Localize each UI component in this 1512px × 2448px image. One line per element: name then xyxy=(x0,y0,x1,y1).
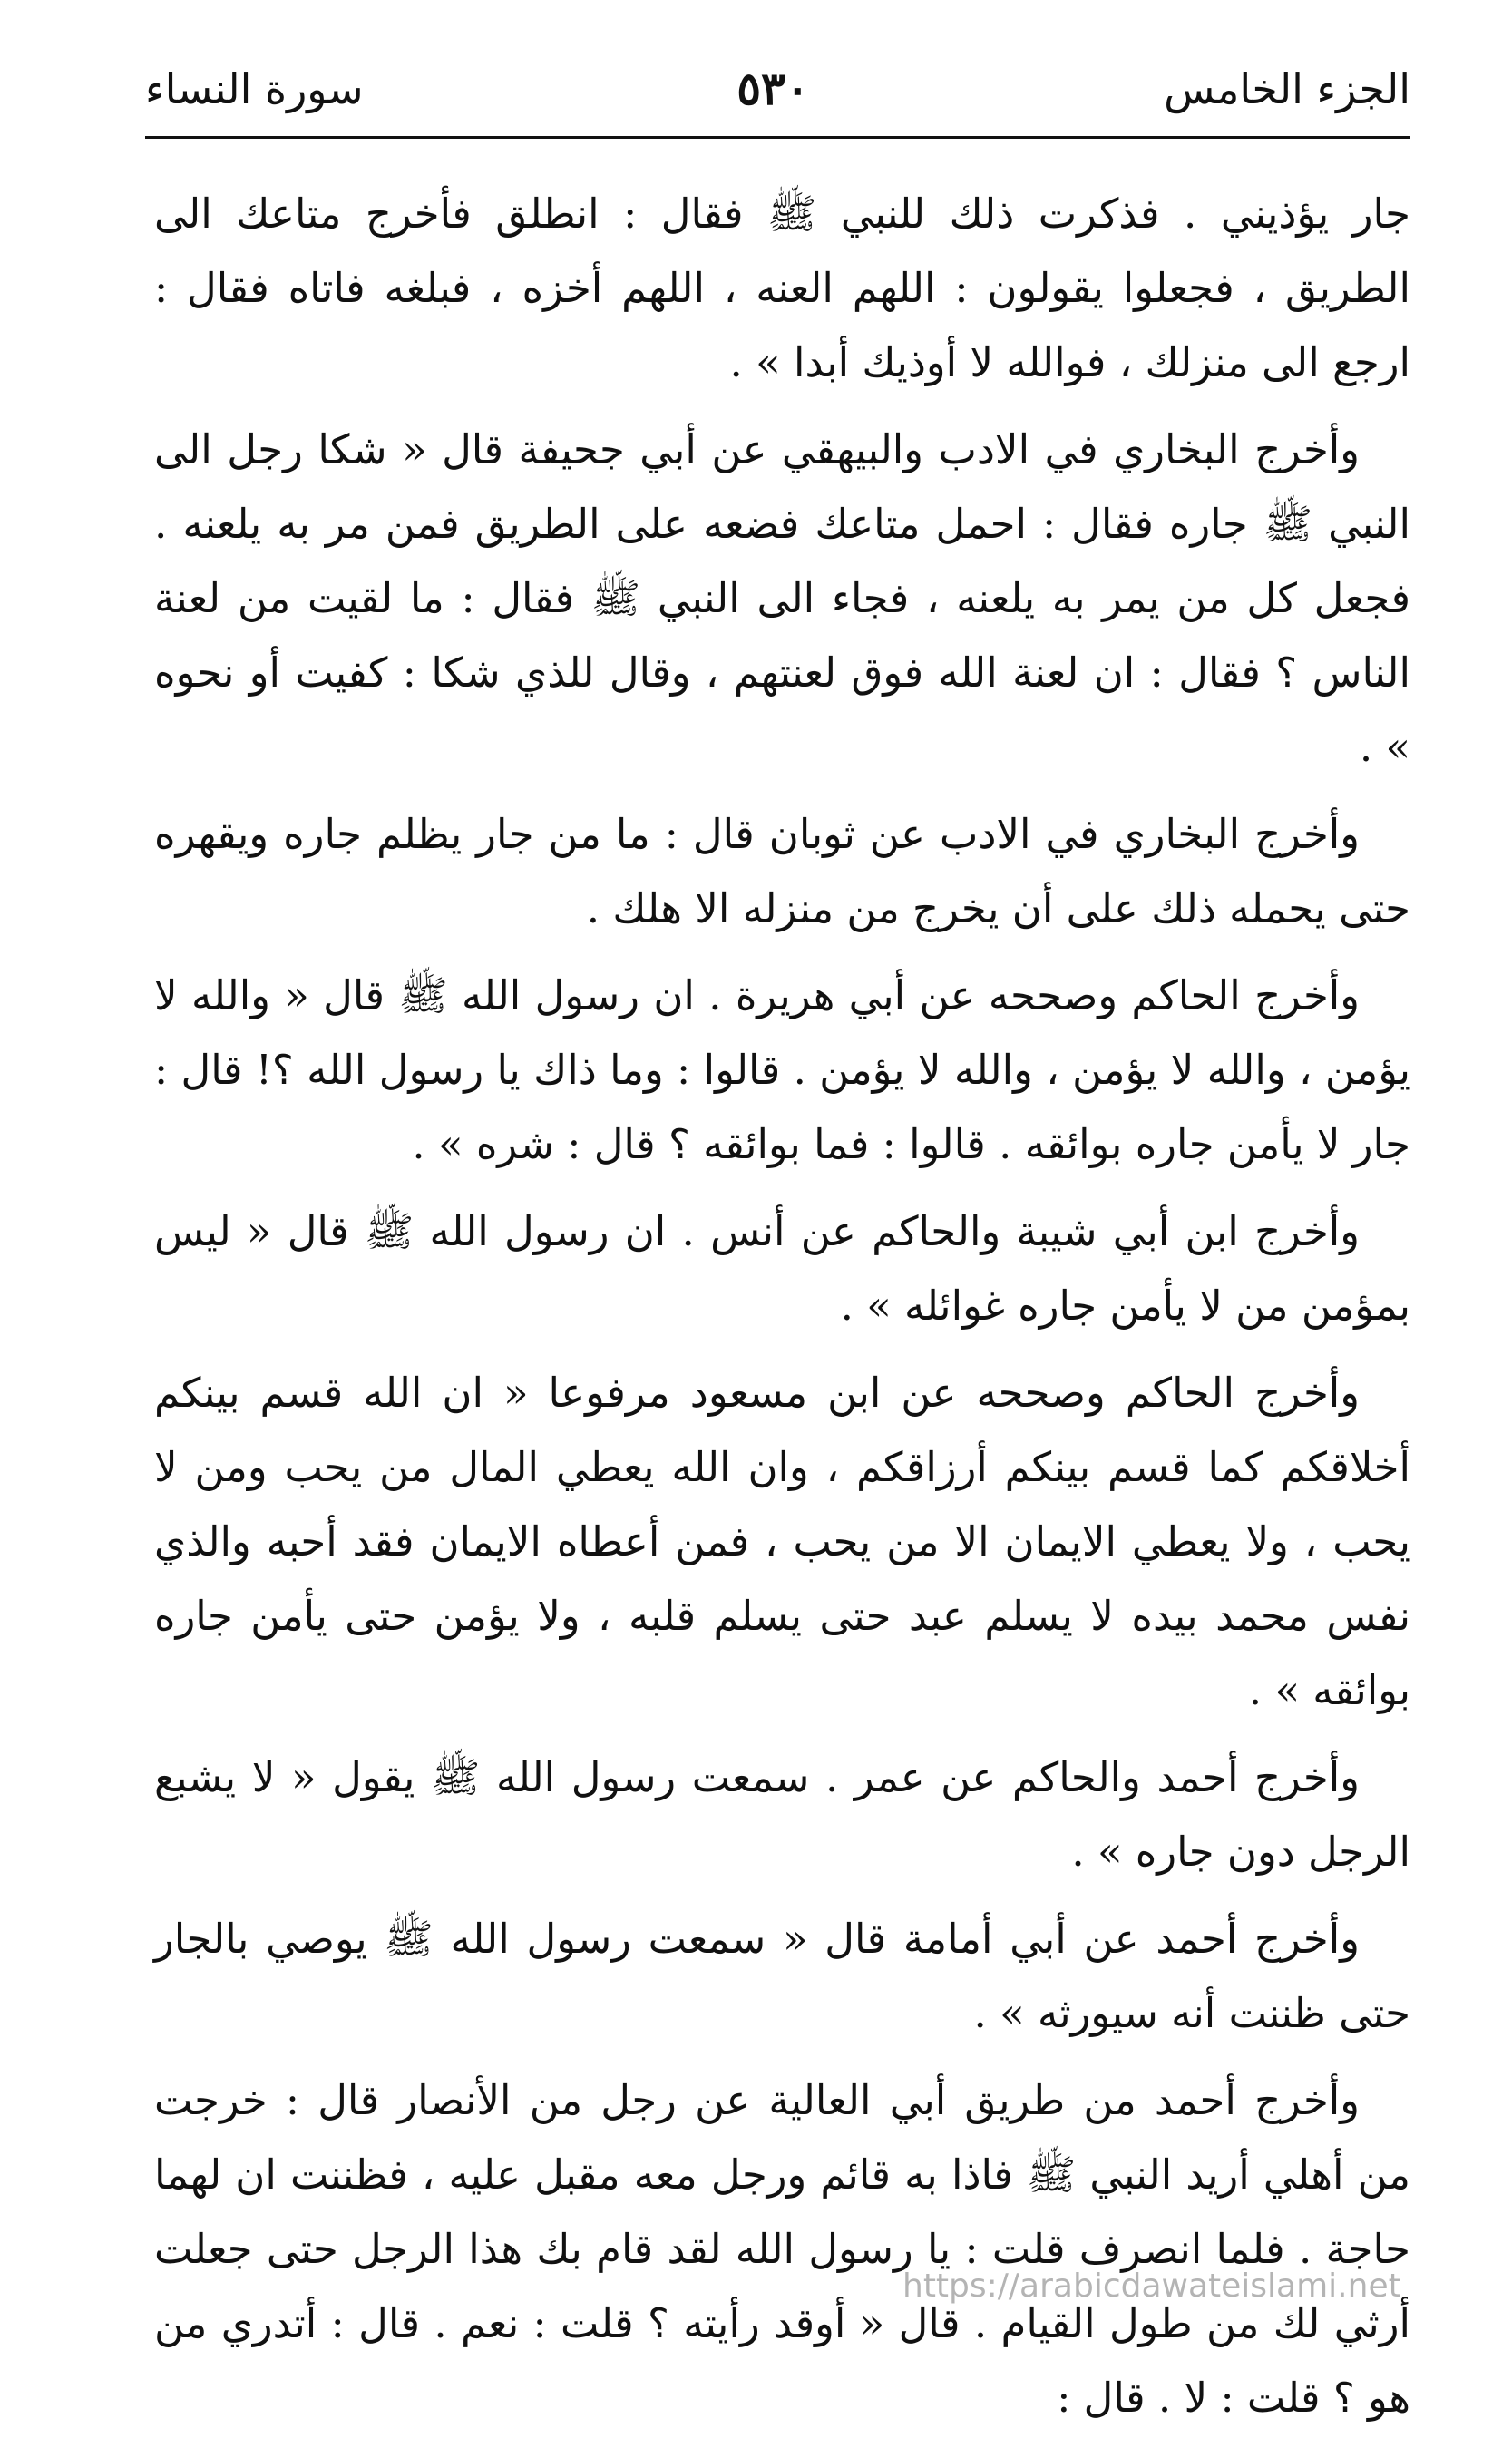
part-title: الجزء الخامس xyxy=(1164,64,1410,113)
paragraph: وأخرج الحاكم وصححه عن أبي هريرة . ان رسول الله ﷺ قال « والله لا يؤمن ، والله لا يؤمن ، والله لا يؤمن . قالوا : وما ذاك يا رسول الله ؟! قال : جار لا يأمن جاره بوائقه . قالوا : فما بوائقه ؟ قال : شره » . xyxy=(154,971,1410,1168)
surah-title: سورة النساء xyxy=(145,64,364,113)
paragraph: وأخرج أحمد والحاكم عن عمر . سمعت رسول الله ﷺ يقول « لا يشبع الرجل دون جاره » . xyxy=(154,1753,1410,1876)
paragraph: وأخرج أحمد من طريق أبي العالية عن رجل من الأنصار قال : خرجت من أهلي أريد النبي ﷺ فاذا به قائم ورجل معه مقبل عليه ، فظننت ان لهما حاجة . فلما انصرف قلت : يا رسول الله لقد قام بك هذا الرجل حتى جعلت أرثي لك من طول القيام . قال « أوقد رأيته ؟ قلت : نعم . قال : أتدري من هو ؟ قلت : لا . قال : xyxy=(154,2076,1410,2422)
paragraph: وأخرج أحمد عن أبي أمامة قال « سمعت رسول الله ﷺ يوصي بالجار حتى ظننت أنه سيورثه » . xyxy=(154,1915,1410,2037)
paragraph: وأخرج البخاري في الادب عن ثوبان قال : ما من جار يظلم جاره ويقهره حتى يحمله ذلك على أن يخرج من منزله الا هلك . xyxy=(154,810,1410,932)
paragraph: وأخرج البخاري في الادب والبيهقي عن أبي جحيفة قال « شكا رجل الى النبي ﷺ جاره فقال : احمل متاعك فضعه على الطريق فمن مر به يلعنه . فجعل كل من يمر به يلعنه ، فجاء الى النبي ﷺ فقال : ما لقيت من لعنة الناس ؟ فقال : ان لعنة الله فوق لعنتهم ، وقال للذي شكا : كفيت أو نحوه » . xyxy=(154,425,1410,771)
header-rule xyxy=(145,136,1410,139)
watermark: https://arabicdawateislami.net xyxy=(902,2268,1401,2305)
paragraph: وأخرج الحاكم وصححه عن ابن مسعود مرفوعا « ان الله قسم بينكم أخلاقكم كما قسم بينكم أرزاقكم ، وان الله يعطي المال من يحب ومن لا يحب ، ولا يعطي الايمان الا من يحب ، فمن أعطاه الايمان فقد أحبه والذي نفس محمد بيده لا يسلم عبد حتى يسلم قلبه ، ولا يؤمن حتى يأمن جاره بوائقه » . xyxy=(154,1369,1410,1714)
page-body xyxy=(154,177,1410,2448)
paragraph: وأخرج ابن أبي شيبة والحاكم عن أنس . ان رسول الله ﷺ قال « ليس بمؤمن من لا يأمن جاره غوائله » . xyxy=(154,1207,1410,1330)
page-header xyxy=(136,53,1410,125)
page-number: ٥٣٠ xyxy=(736,62,810,115)
paragraph: جار يؤذيني . فذكرت ذلك للنبي ﷺ فقال : انطلق فأخرج متاعك الى الطريق ، فجعلوا يقولون : اللهم العنه ، اللهم أخزه ، فبلغه فاتاه فقال : ارجع الى منزلك ، فوالله لا أوذيك أبدا » . xyxy=(154,190,1410,386)
